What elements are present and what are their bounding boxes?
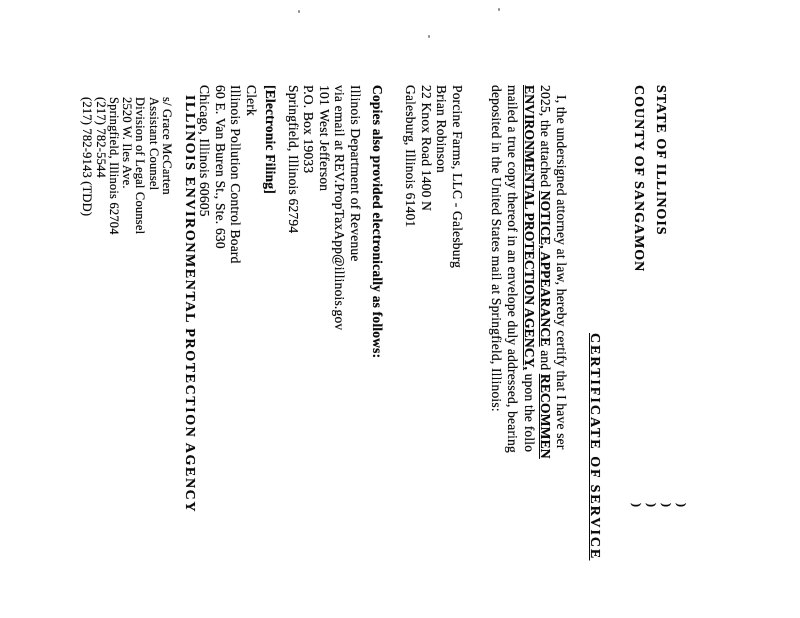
certification-paragraph bbox=[488, 85, 569, 618]
clerk-recipient-line: Illinois Pollution Control Board bbox=[228, 85, 244, 264]
mailed-recipient-line: 22 Knox Road 1400 N bbox=[419, 85, 434, 212]
email-recipient-line: P.O. Box 19033 bbox=[301, 85, 317, 174]
mailed-recipient-block bbox=[403, 85, 465, 268]
body-line-2-pre: 2025, the attached bbox=[537, 85, 553, 191]
email-recipient-line: 101 West Jefferson bbox=[317, 85, 332, 192]
email-recipient-line: Illinois Department of Revenue bbox=[348, 85, 363, 262]
body-line-3 bbox=[520, 85, 536, 618]
signature-block bbox=[80, 97, 173, 235]
document-title bbox=[586, 333, 602, 560]
caption-county-line: COUNTY OF SANGAMON bbox=[631, 85, 646, 273]
body-line-4: mailed a true copy thereof in an envelope duly addressed, bearing bbox=[505, 85, 521, 453]
body-line-1: I, the undersigned attorney at law, hereby certify that I have ser bbox=[554, 95, 569, 450]
signature-line: Division of Legal Counsel bbox=[133, 97, 148, 235]
signature-line: s/ Grace McCarten bbox=[160, 97, 174, 195]
caption-paren: ) bbox=[645, 503, 659, 507]
recommendation-emphasis: RECOMMEN bbox=[537, 373, 553, 459]
notice-appearance-emphasis: NOTICE, APPEARANCE bbox=[537, 190, 553, 347]
email-recipient-block bbox=[286, 85, 364, 330]
body-line-2-mid: and bbox=[537, 346, 553, 374]
email-recipient-line: Springfield, Illinois 62794 bbox=[286, 85, 301, 234]
agency-name-line: ILLINOIS ENVIRONMENTAL PROTECTION AGENCY bbox=[182, 95, 197, 514]
document-title-text: CERTIFICATE OF SERVICE bbox=[587, 333, 602, 561]
clerk-recipient-line: 60 E. Van Buren St., Ste. 630 bbox=[213, 85, 228, 249]
mailed-recipient-line: Galesburg, Illinois 61401 bbox=[403, 85, 419, 228]
mailed-recipient-line: Brian Robinson bbox=[434, 85, 450, 173]
electronic-filing-label: [Electronic Filing] bbox=[263, 85, 278, 194]
caption-state-line: STATE OF ILLINOIS bbox=[653, 85, 668, 236]
scan-noise-speck bbox=[428, 35, 430, 38]
scan-noise-speck bbox=[298, 10, 300, 13]
scan-noise-speck bbox=[498, 8, 500, 11]
signature-line: 2520 W. Iles Ave. bbox=[120, 97, 135, 189]
caption-paren: ) bbox=[660, 503, 674, 507]
mailed-recipient-line: Porcine Farms, LLC - Galesburg bbox=[450, 85, 465, 269]
caption-paren: ) bbox=[630, 503, 644, 507]
signature-line: (217) 782-9143 (TDD) bbox=[80, 97, 95, 217]
copies-provided-note: Copies also provided electronically as follows: bbox=[370, 85, 385, 359]
clerk-recipient-line: Clerk bbox=[244, 85, 259, 116]
caption-paren: ) bbox=[675, 503, 689, 507]
caption-paren-column bbox=[629, 503, 689, 507]
signature-line: (217) 782-5544 bbox=[93, 97, 108, 178]
signature-line: Springfield, Illinois 62704 bbox=[106, 97, 121, 235]
clerk-recipient-block bbox=[197, 85, 259, 264]
body-line-5: deposited in the United States mail at Springfield, Illinois: bbox=[489, 85, 505, 412]
signature-line: Assistant Counsel bbox=[146, 97, 161, 191]
body-line-3-post: upon the follo bbox=[521, 370, 537, 453]
agency-emphasis: ENVIRONMENTAL PROTECTION AGENCY, bbox=[521, 85, 537, 371]
email-recipient-line: via email at REV.PropTaxApp@illinois.gov bbox=[332, 85, 348, 331]
body-line-2 bbox=[537, 85, 553, 618]
clerk-recipient-line: Chicago, Illinois 60605 bbox=[197, 85, 213, 217]
